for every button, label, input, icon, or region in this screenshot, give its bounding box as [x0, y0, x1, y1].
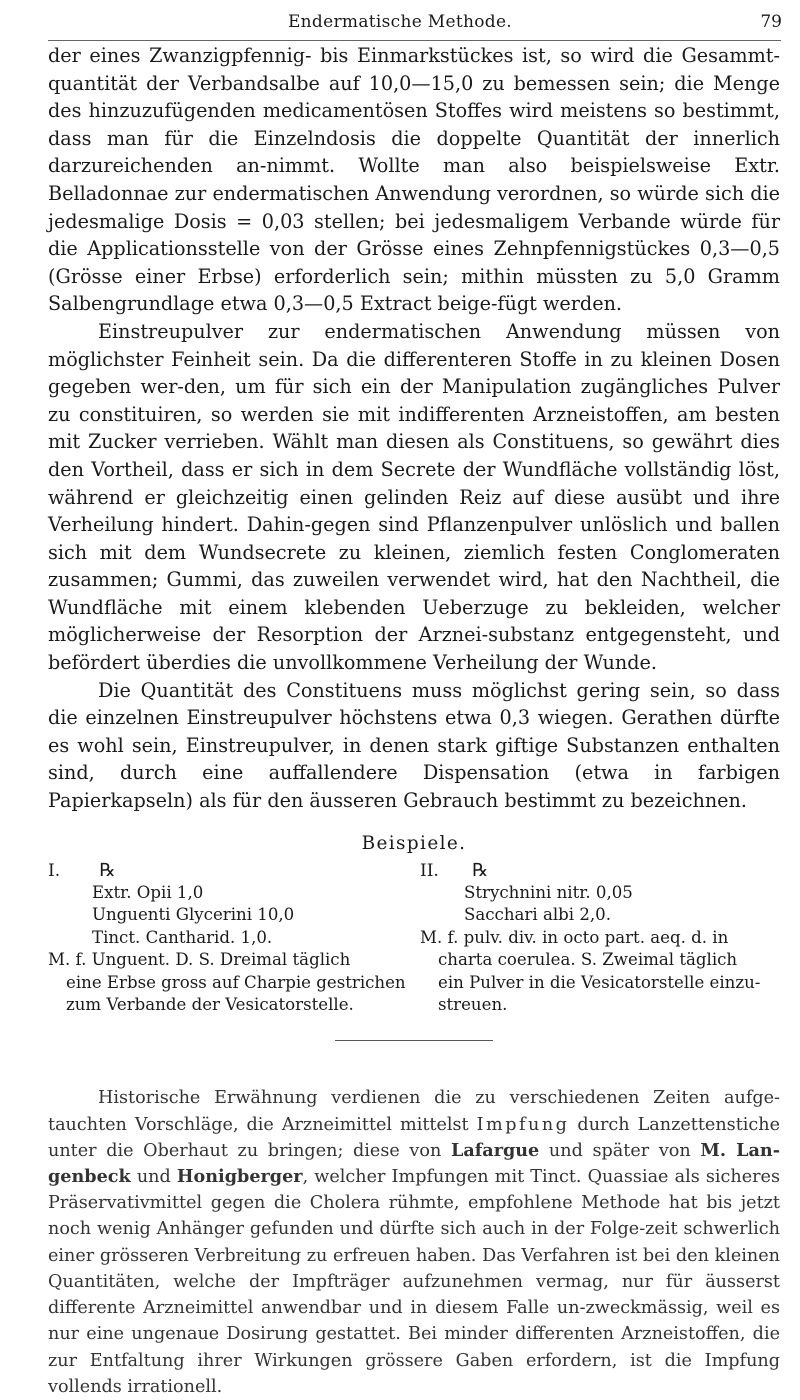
- example-number: I.: [48, 860, 61, 881]
- paragraph-ointment-dose: der eines Zwanzigpfennig- bis Einmarkstückes ist, so wird die Gesammt-quantität der Verbandsalbe auf 10,0—15,0 zu bemessen sein; die Menge des hinzuzufügenden medicamentösen Stoffes wird meistens so bestimmt, dass man für die Einzelndosis die doppelte Quantität der innerlich darzureichenden an-nimmt. Wollte man also beispielsweise Extr. Belladonnae zur endermatischen Anwendung verordnen, so würde sich die jedesmalige Dosis = 0,03 stellen; bei jedesmaligem Verbande würde für die Applicationsstelle von der Grösse eines Zehnpfennigstückes 0,3—0,5 (Grösse einer Erbse) erforderlich sein; mithin müssten zu 5,0 Gramm Salbengrundlage etwa 0,3—0,5 Extract beige-fügt werden.: [48, 44, 780, 316]
- example-one: [48, 860, 408, 1017]
- header-rule: [48, 40, 781, 41]
- emphasis-impfung: Impfung: [476, 1114, 570, 1135]
- instruction-line: M. f. Unguent. D. S. Dreimal täglich: [48, 950, 351, 970]
- paragraph-historical: [48, 1085, 780, 1399]
- paragraph-constituens: Die Quantität des Constituens muss möglichst gering sein, so dass die einzelnen Einstreupulver höchstens etwa 0,3 wiegen. Gerathen dürfte es wohl sein, Einstreupulver, in denen stark giftige Substanzen enthalten sind, durch eine auffallendere Dispensation (etwa in farbigen Papierkapseln) als für den äusseren Gebrauch bestimmt zu bezeichnen.: [48, 678, 780, 813]
- page-number: 79: [760, 12, 782, 32]
- author-honigberger: Honigberger: [176, 1166, 303, 1188]
- ingredient-line: Tinct. Cantharid. 1,0.: [92, 927, 273, 947]
- ingredient-line: Unguenti Glycerini 10,0: [92, 905, 295, 925]
- text-run: , welcher Impfungen mit Tinct. Quassiae als sicheres Präservativmittel gegen die Cholera rühmte, empfohlene Methode hat bis jetzt noch wenig Anhänger gefunden und dürfte sich auch in der Folge-zeit schwerlich einer grösseren Verbreitung zu erfreuen haben. Das Verfahren ist bei den kleinen Quantitäten, welche der Impfträger aufzunehmen vermag, nur für äusserst differente Arzneimittel anwendbar und in diesem Falle un-zweckmässig, weil es nur eine ungenaue Dosirung gestattet. Bei minder differenten Arzneistoffen, die zur Entfaltung ihrer Wirkungen grössere Gaben erfordern, ist die Impfung vollends irrationell.: [48, 1167, 780, 1397]
- text-run: und: [130, 1167, 177, 1188]
- example-two: [420, 860, 780, 1017]
- instruction-line: M. f. pulv. div. in octo part. aeq. d. in: [420, 927, 729, 947]
- text-run: Historische Erwähnung verdienen die zu verschiedenen Zeiten aufge-tauchten Vorschläge, die Arzneimittel mittelst: [48, 1088, 780, 1135]
- example-number: II.: [420, 860, 439, 881]
- running-title: Endermatische Methode.: [287, 12, 513, 32]
- section-divider: [335, 1040, 493, 1041]
- paragraph-powders: Einstreupulver zur endermatischen Anwendung müssen von möglichster Feinheit sein. Da die differenteren Stoffe in zu kleinen Dosen gegeben wer-den, um für sich ein der Manipulation zugängliches Pulver zu constituiren, so werden sie mit indifferenten Arzneistoffen, am besten mit Zucker verrieben. Wählt man diesen als Constituens, so gewährt dies den Vortheil, dass er sich in dem Secrete der Wundfläche vollständig löst, während er gleichzeitig einen gelinden Reiz auf diese ausübt und ihre Verheilung hindert. Dahin-gegen sind Pflanzenpulver unlöslich und ballen sich mit dem Wundsecrete zu kleinen, ziemlich festen Conglomeraten zusammen; Gummi, das zuweilen verwendet wird, hat den Nachtheil, die Wundfläche mit einem klebenden Ueberzuge zu bekleiden, welcher möglicherweise der Resorption der Arznei-substanz entgegensteht, und befördert überdies die unvollkommene Verheilung der Wunde.: [48, 319, 780, 675]
- ingredient-line: Extr. Opii 1,0: [92, 883, 204, 903]
- author-langenbeck: M. Lan-genbeck: [48, 1139, 780, 1188]
- author-lafargue: Lafargue: [450, 1139, 540, 1161]
- ingredient-line: Sacchari albi 2,0.: [464, 905, 612, 925]
- recipe-symbol: ℞: [472, 859, 489, 881]
- text-run: und später von: [539, 1140, 701, 1161]
- recipe-symbol: ℞: [99, 859, 116, 881]
- examples-heading: Beispiele.: [361, 832, 467, 854]
- instruction-line: streuen.: [438, 995, 508, 1015]
- text-run: durch Lanzettenstiche unter die Oberhaut zu bringen; diese von: [48, 1114, 780, 1161]
- instruction-line: ein Pulver in die Vesicatorstelle einzu-: [438, 972, 761, 992]
- examples-block: [48, 860, 780, 1017]
- ingredient-line: Strychnini nitr. 0,05: [464, 883, 633, 903]
- instruction-line: eine Erbse gross auf Charpie gestrichen: [66, 972, 406, 992]
- instruction-line: charta coerulea. S. Zweimal täglich: [438, 950, 738, 970]
- instruction-line: zum Verbande der Vesicatorstelle.: [66, 995, 354, 1015]
- page-body: [48, 42, 780, 1400]
